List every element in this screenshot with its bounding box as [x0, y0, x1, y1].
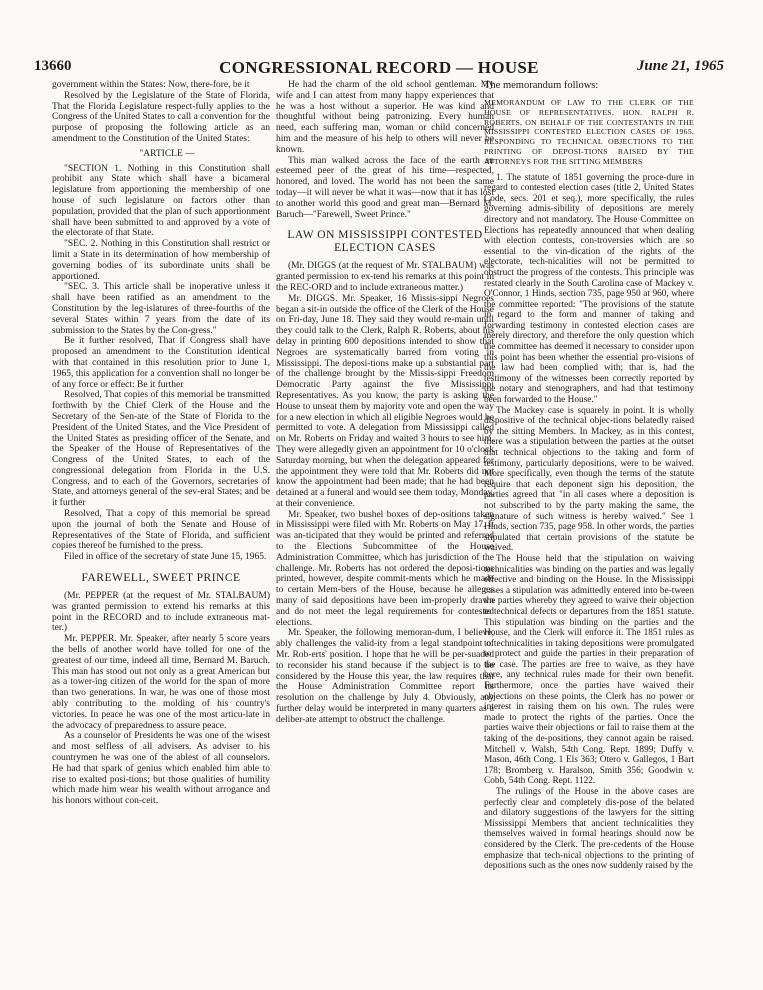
- paragraph: He had the charm of the old school gentleman. My wife and I can attest from many happy experiences that he was a host without a superior. He was kind and thoughtful without being patronizing. Every human need, each suffering man, woman or child concerned him and the measure of his help to others will never be known.: [276, 80, 494, 155]
- paragraph: Filed in office of the secretary of state June 15, 1965.: [64, 552, 267, 563]
- page-number: 13660: [34, 58, 72, 74]
- paragraph: 1. The statute of 1851 governing the proce-dure in regard to contested election cases (title 2, United States Code, secs. 201 et seq.), more specifically, the rules governing admis-sibility of depositions are merely directory and not mandatory. The House Committee on Elections has repeatedly announced that when dealing with election contests, con-troversies which are so essential to the vin-dication of the rights of the electorate, tech-nicalities will not be permitted to obstruct the progress of the contests. This principle was restated clearly in the South Carolina case of Mackey v. O'Connor, 1 Hinds, section 735, page 950 at 960, where the committee reported: "The provisions of the statute in regard to the form and manner of taking and forwarding testimony in contested election cases are merely directory, and therefore the only question which the committee has deemed it necessary to consider upon this point has been whether the essential pro-visions of the law had been complied with; that is, had the testimony of the witnesses been correctly reported by the notary and stenographers, and had that testimony been forwarded to the House.": [484, 172, 694, 406]
- paragraph: government within the States: Now, there-fore, be it: [52, 80, 250, 90]
- paragraph: The Mackey case is squarely in point. It is wholly dispositive of the technical objec-tions belatedly raised by the sitting Members. In Mackey, as in this contest, there was a stipulation between the parties at the outset that technical objections to the taking and form of testimony, particularly depositions, were to be waived. More specifically, even though the terms of the statute require that each deponent sign his deposition, the parties agreed that "in all cases where a deposition is not subscribed to by the party making the same, the signature of such witness is hereby waived." See 1 Hinds, section 735, page 958. In other words, the parties stipulated that certain provisions of the statute be waived.: [484, 405, 694, 554]
- paragraph: The rulings of the House in the above cases are perfectly clear and completely dis-pose of the belated and dilatory suggestions of the lawyers for the sitting Mississippi Members that ancient technicalities they themselves waived in formal hearings should now be considered by the Clerk. The pre-cedents of the House emphasize that tech-nical objections to the printing of depositions such as the ones now suddenly raised by the: [484, 787, 694, 872]
- paragraph: Mr. Speaker, the following memoran-dum, I believe, ably challenges the valid-ity from a legal standpoint of Mr. Rob-erts' position. I hope that he will be per-suaded to reconsider his stand because if the subject is to be considered by the House this year, the law requires that the House Administration Committee report its resolution on the challenge by July 4. Obviously, any further delay would be interpreted in many quarters as a deliber-ate attempt to obstruct the challenge.: [276, 628, 494, 725]
- paragraph: Resolved, That copies of this memorial be transmitted forthwith by the Chief Clerk of the House and the Secretary of the Sen-ate of the State of Florida to the President of the United States, and the Vice President of the United States as presiding officer of the Senate, and the Speaker of the House of Representatives of the Congress of the United States, to each of the congressional delegation from Florida in the U.S. Congress, and to each of the Governors, secretaries of State, and attorneys general of the sev-eral States; and be it further: [52, 390, 270, 509]
- section-title-farewell: FAREWELL, SWEET PRINCE: [81, 572, 241, 585]
- page-header: [34, 58, 724, 80]
- article-heading: "ARTICLE —: [139, 148, 195, 159]
- paragraph: "SEC. 2. Nothing in this Constitution shall restrict or limit a State in its determination of how membership of governing bodies of its subordinate units shall be apportioned.: [52, 239, 270, 282]
- paragraph: As a counselor of Presidents he was one of the wisest and most selfless of all advisers. As adviser to his countrymen he was one of the ablest of all counselors. He had that spark of genius which enabled him able to rise to exalted posi-tions; but those qualities of humility which made him wear his wealth without arrogance and his honors without con-ceit.: [52, 731, 270, 807]
- section-title-mississippi: LAW ON MISSISSIPPI CONTESTED ELECTION CASES: [287, 229, 483, 255]
- paragraph: (Mr. DIGGS (at the request of Mr. STALBAUM) was granted permission to ex-tend his remarks at this point in the REC-ORD and to include extraneous matter.): [276, 261, 494, 293]
- paragraph: Be it further resolved, That if Congress shall have proposed an amendment to the Constitution identical with that contained in this resolution prior to June 1, 1965, this application for a convention shall no longer be of any force or effect: Be it further: [52, 336, 270, 390]
- paragraph: (Mr. PEPPER (at the request of Mr. STALBAUM) was granted permission to extend his remarks at this point in the RECORD and to include extraneous mat-ter.): [52, 591, 270, 634]
- paragraph: Mr. PEPPER. Mr. Speaker, after nearly 5 score years the bells of another world have tolled for one of the greatest of our time, indeed all time, Bernard M. Baruch. This man has stood out not only as a great American but as a tower-ing citizen of the world for the span of more than two generations. In war, he was one of those most ably contributing to the molding of his country's victories. In peace he was one of the most articu-late in the advocacy of preparedness to assure peace.: [52, 634, 270, 731]
- column-2: [276, 80, 494, 920]
- paragraph: This man walked across the face of the earth an esteemed peer of the great of his time—respected, honored, and loved. The world has not been the same today—it will never be what it was—now that it has lost to another world this good and great man—Bernard M. Baruch—"Farewell, Sweet Prince.": [276, 155, 494, 220]
- column-1: [52, 80, 270, 910]
- paragraph: The House held that the stipulation on waiving technicalities was binding on the parties and was legally effective and binding on the House. In the Mississippi cases a stipulation was admittedly entered into be-tween the parties whereby they agreed to waive their objection to technical defects or departures from the 1851 statute. This stipulation was binding on the parties and the House, and the Clerk will enforce it. The 1851 rules as to technicalities in taking depositions were promulgated to protect and guide the parties in their preparation of the case. The parties are free to waive, as they have here, any technical rules made for their own benefit. Furthermore, once the parties have waived their objections on these points, the Clerk has no power or interest in raising them on his own. The rules were made to protect the rights of the parties. Once the parties waive their objections or fail to raise them at the taking of the de-positions, they cannot again be raised. Mitchell v. Walsh, 54th Cong. Rept. 1899; Duffy v. Mason, 46th Cong. 1 Els 363; Otero v. Gallegos, 1 Bart 178; Bromberg v. Haralson, Smith 356; Goodwin v. Cobb, 54th Cong. Rept. 1122.: [484, 553, 694, 787]
- memorandum-heading: MEMORANDUM OF LAW TO THE CLERK OF THE HOUSE OF REPRESENTATIVES, HON. RALPH R. ROBERTS, ON BEHALF OF THE CONTESTANTS IN THE MISSISSIPPI CONTESTED ELECTION CASES OF 1965, RESPONDING TO TECHNICAL OBJECTIONS TO THE PRINTING OF DEPOSI-TIONS RAISED BY THE ATTORNEYS FOR THE SITTING MEMBERS: [484, 98, 694, 166]
- paragraph: Mr. Speaker, two bushel boxes of dep-ositions taken in Mississippi were filed with Mr. Roberts on May 17. It was an-ticipated that they would be printed and referred to the Elections Subcommittee of the House Administration Committee, which has jurisdiction of the challenge. Mr. Roberts has not ordered the deposi-tions printed, however, despite commit-ments which he made to certain Mem-bers of the House, because he alleges many of said depositions have been im-properly drawn and do not meet the legal requirements for contested elections.: [276, 509, 494, 628]
- publication-title: CONGRESSIONAL RECORD — HOUSE: [219, 58, 539, 77]
- paragraph: "SECTION 1. Nothing in this Constitution shall prohibit any State which shall have a bicameral legislature from apportioning the membership of one house of such legislature on factors other than population, provided that the plan of such apportionment shall have been submitted to and approved by a vote of the electorate of that State.: [52, 163, 270, 239]
- paragraph: Resolved by the Legislature of the State of Florida, That the Florida Legislature respect-fully applies to the Congress of the United States to call a convention for the purpose of proposing the following article as an amendment to the Constitution of the United States:: [52, 90, 270, 144]
- paragraph: "SEC. 3. This article shall be inoperative unless it shall have been ratified as an amendment to the Constitution by the leg-islatures of three-fourths of the several States within 7 years from the date of its submission to the States by the Con-gress.": [52, 282, 270, 336]
- memorandum-intro: The memorandum follows:: [484, 80, 599, 91]
- page-date: June 21, 1965: [636, 58, 724, 74]
- column-3: [484, 80, 694, 960]
- paragraph: Mr. DIGGS. Mr. Speaker, 16 Missis-sippi Negroes began a sit-in outside the office of the Clerk of the House on Fri-day, June 18. They said they would re-main until they could talk to the Clerk, Ralph R. Roberts, about his delay in printing 600 depositions intended to show that Negroes are systematically barred from voting in Mississippi. The deposi-tions make up a substantial part of the challenge brought by the Missis-sippi Freedom Democratic Party against the five Mississippi Representatives. As you know, the party is asking the House to unseat them by majority vote and open the way for a new election in which all eligible Negroes would be permitted to vote. A delegation from Mississippi called on Mr. Roberts on Friday and waited 3 hours to see him. They were allegedly given an appointment for 10 o'clock Saturday morning, but when the delegation appeared for the appointment they were told that Mr. Roberts did not know the appointment had been made; that he had been detained at a funeral and would see them today, Monday, at their convenience.: [276, 293, 494, 509]
- paragraph: Resolved, That a copy of this memorial be spread upon the journal of both the Senate and House of Representatives of the State of Florida, and sufficient copies thereof be furnished to the press.: [52, 509, 270, 552]
